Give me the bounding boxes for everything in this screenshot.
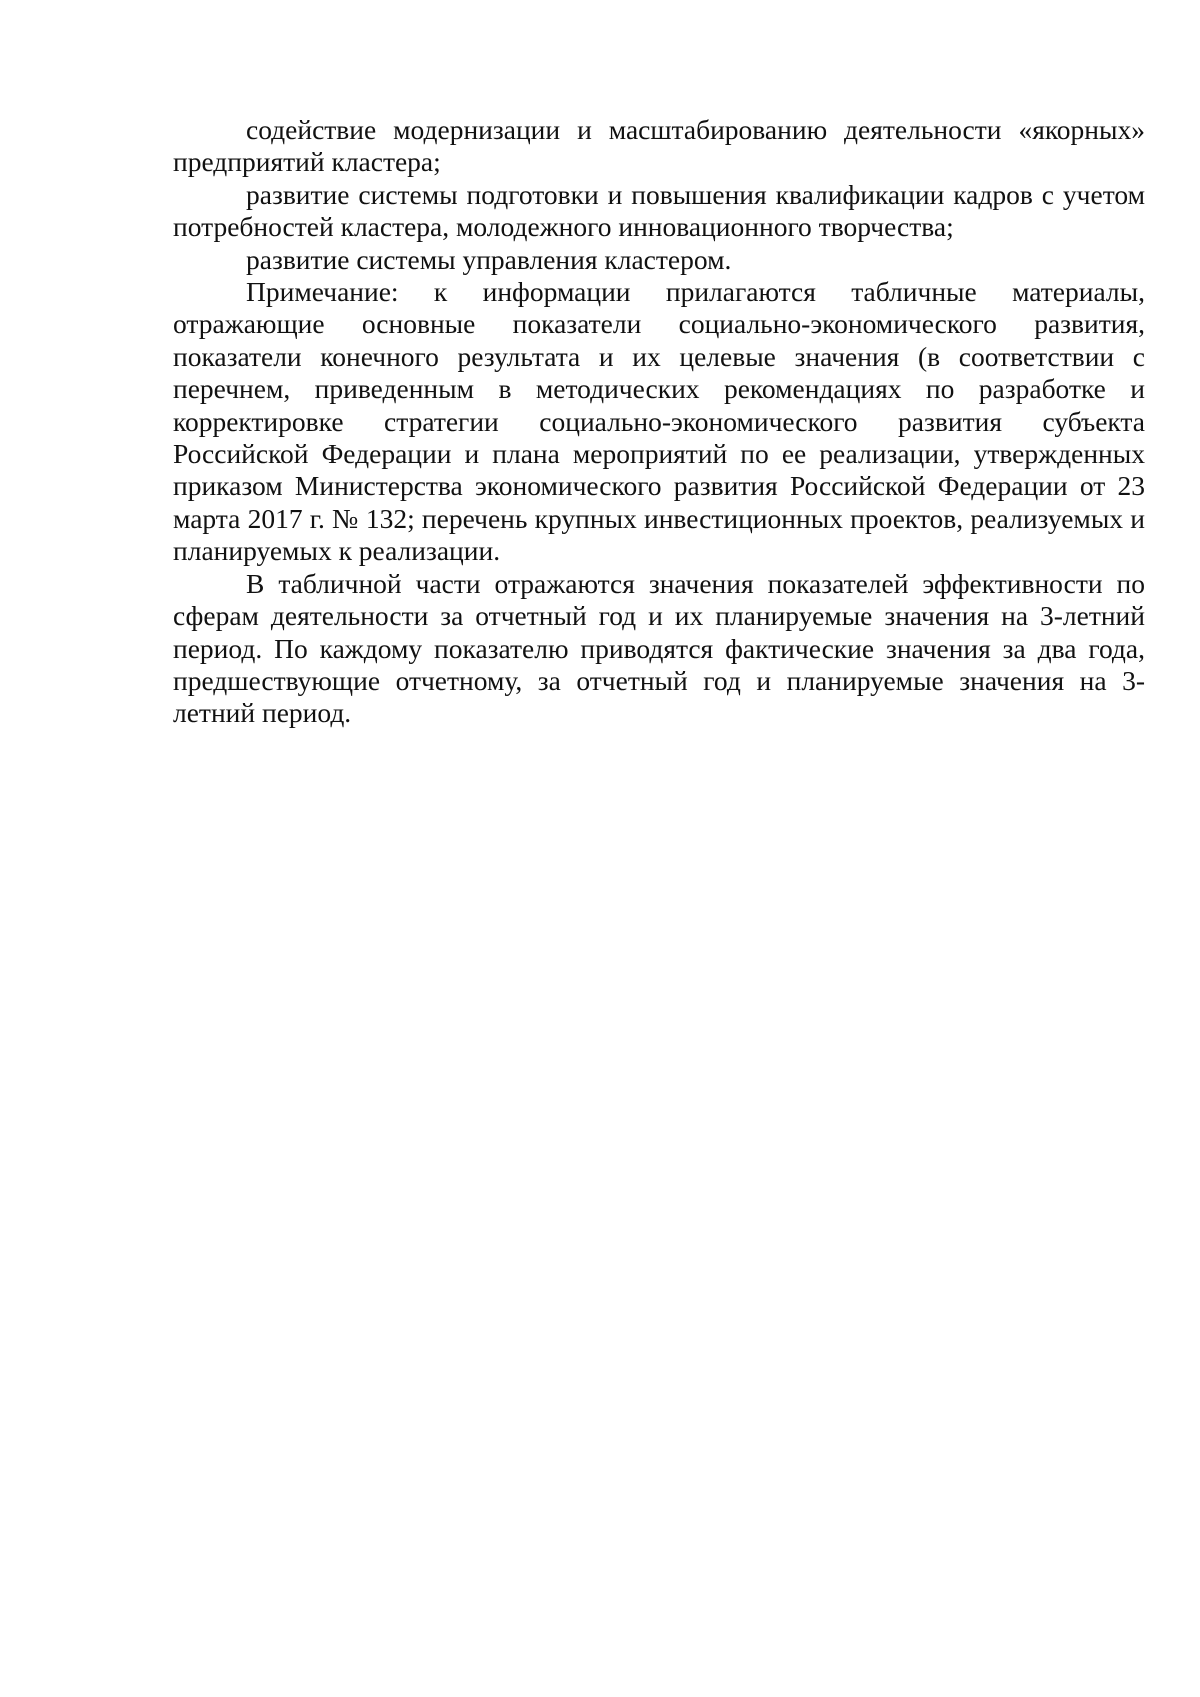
document-body — [173, 114, 1145, 730]
paragraph-personnel-training: развитие системы подготовки и повышения квалификации кадров с учетом потребностей кластера, молодежного инновационного творчества; — [173, 178, 1145, 243]
paragraph-cluster-management: развитие системы управления кластером. — [246, 243, 732, 275]
paragraph-note: Примечание: к информации прилагаются табличные материалы, отражающие основные показатели социально-экономического развития, показатели конечного результата и их целевые значения (в соответствии с перечнем, приведенным в методических рекомендациях по разработке и корректировке стратегии социально-экономического развития субъекта Российской Федерации и плана мероприятий по ее реализации, утвержденных приказом Министерства экономического развития Российской Федерации от 23 марта 2017 г. № 132; перечень крупных инвестиционных проектов, реализуемых и планируемых к реализации. — [173, 276, 1145, 567]
paragraph-modernization: содействие модернизации и масштабированию деятельности «якорных» предприятий кластера; — [173, 114, 1145, 178]
paragraph-table-section: В табличной части отражаются значения показателей эффективности по сферам деятельности за отчетный год и их планируемые значения на 3-летний период. По каждому показателю приводятся фактические значения за два года, предшествующие отчетному, за отчетный год и планируемые значения на 3-летний период. — [173, 567, 1145, 729]
